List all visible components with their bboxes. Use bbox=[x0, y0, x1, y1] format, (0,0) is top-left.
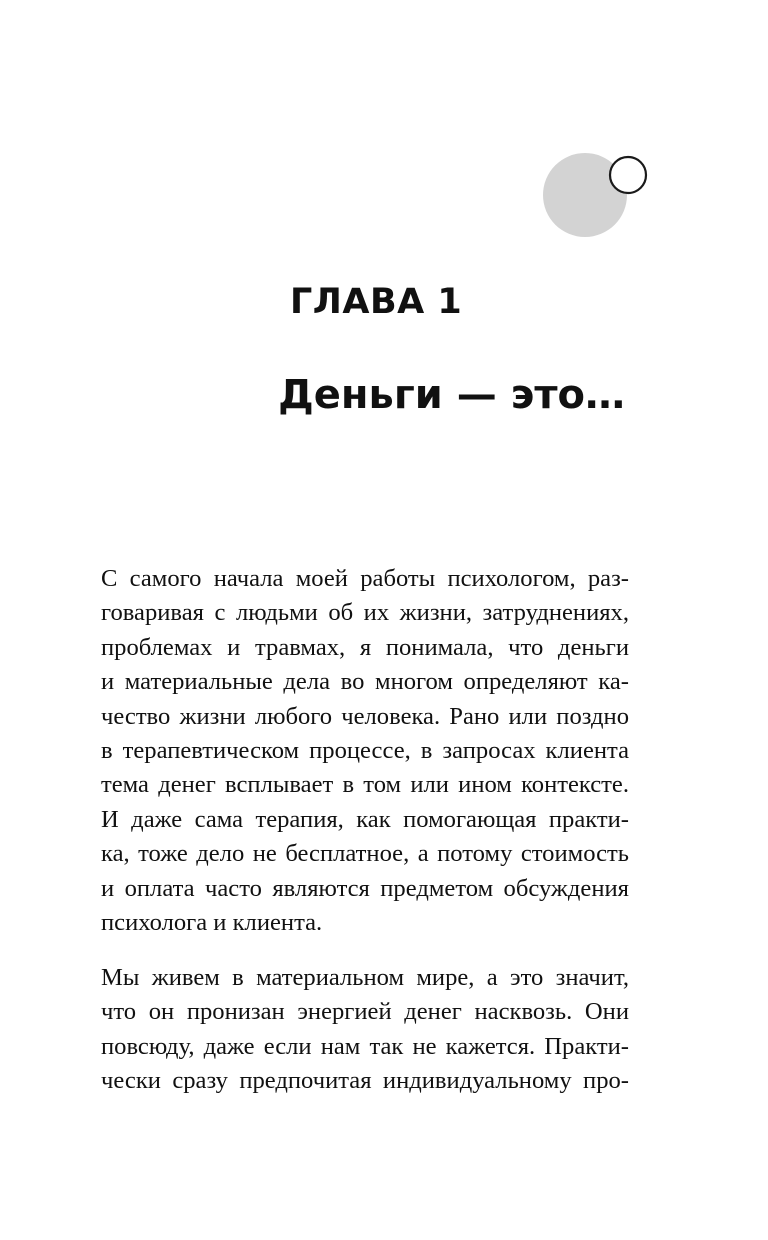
text-line: повсюду, даже если нам так не кажется. Практи- bbox=[101, 1032, 629, 1060]
text-line: в терапевтическом процессе, в запросах клиента bbox=[101, 737, 629, 765]
text-line: чество жизни любого человека. Рано или поздно bbox=[101, 702, 629, 730]
circles-icon bbox=[540, 150, 650, 240]
chapter-label: ГЛАВА 1 bbox=[290, 282, 463, 322]
text-line: тема денег всплывает в том или ином контексте. bbox=[101, 771, 629, 799]
text-line: ка, тоже дело не бесплатное, а потому стоимость bbox=[101, 840, 629, 868]
text-line: что он пронизан энергией денег насквозь. Они bbox=[101, 998, 629, 1026]
text-line: и оплата часто являются предметом обсуждения bbox=[101, 874, 629, 902]
text-line: чески сразу предпочитая индивидуальному про- bbox=[101, 1067, 629, 1095]
text-line: проблемах и травмах, я понимала, что деньги bbox=[101, 633, 629, 661]
text-line: И даже сама терапия, как помогающая практи- bbox=[101, 805, 629, 833]
paragraph-2 bbox=[101, 961, 629, 1099]
chapter-title: Деньги — это… bbox=[278, 372, 625, 418]
outline-circle bbox=[610, 157, 646, 193]
text-line: Мы живем в материальном мире, а это значит, bbox=[101, 964, 629, 991]
text-line: С самого начала моей работы психологом, раз- bbox=[101, 565, 629, 592]
paragraph-1 bbox=[101, 562, 629, 940]
text-line: психолога и клиента. bbox=[101, 909, 323, 937]
text-line: говаривая с людьми об их жизни, затруднениях, bbox=[101, 599, 629, 627]
text-line: и материальные дела во многом определяют ка- bbox=[101, 668, 629, 696]
